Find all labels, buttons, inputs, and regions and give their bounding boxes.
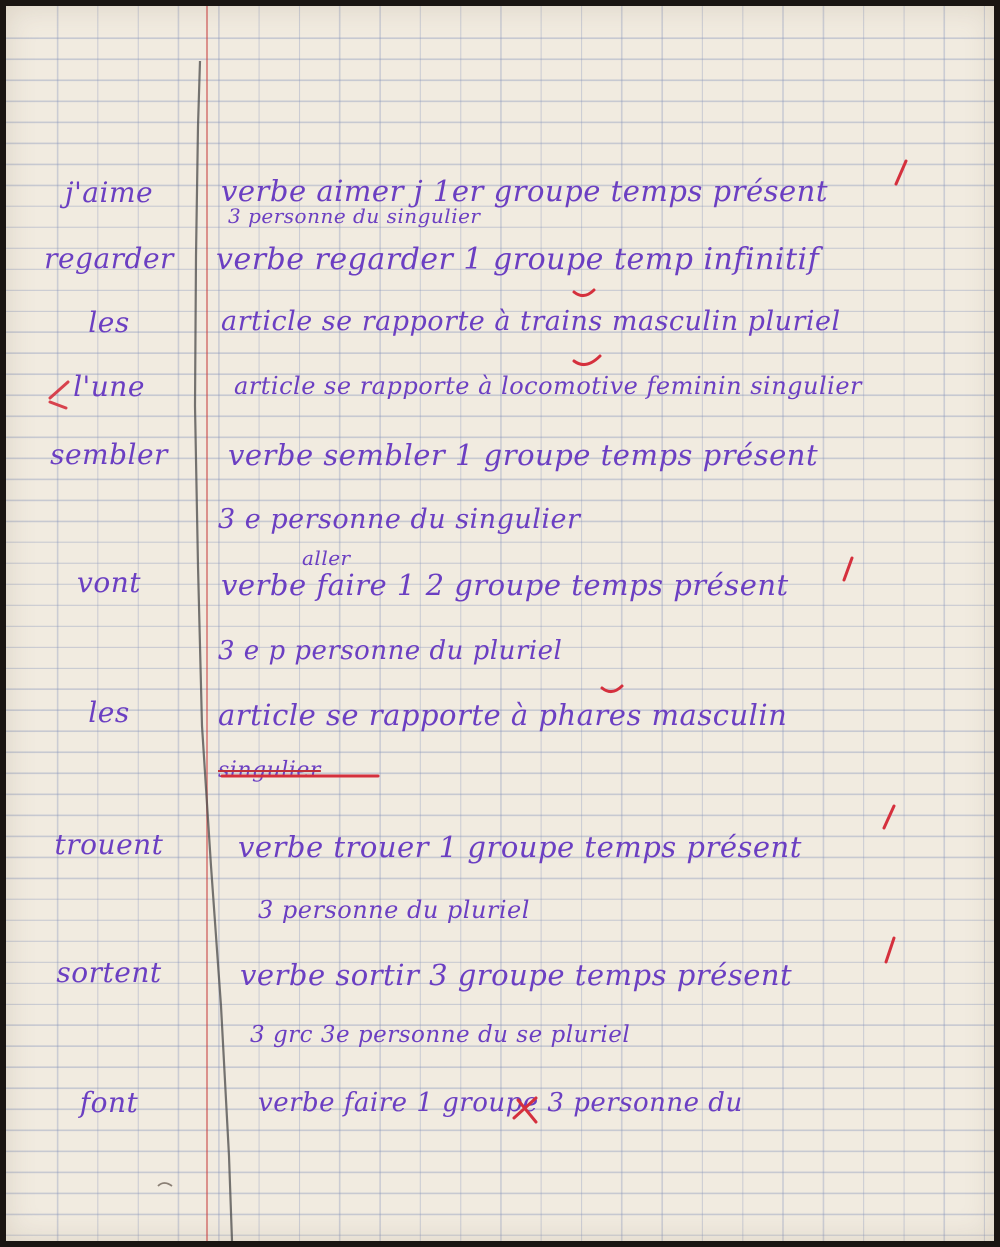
entry-word: j'aime (64, 176, 154, 209)
entry-word: sembler (50, 438, 168, 471)
entry-description: 3 grc 3e personne du se pluriel (250, 1022, 631, 1048)
entry-description: article se rapporte à phares masculin (218, 698, 788, 732)
entry-description: article se rapporte à trains masculin pluriel (221, 306, 841, 337)
entry-description: 3 e personne du singulier (218, 504, 581, 535)
entry-description: 3 personne du pluriel (258, 896, 530, 924)
entry-description: verbe regarder 1 groupe temp infinitif (216, 242, 820, 277)
entry-word: l'une (73, 370, 145, 403)
correction-above: aller (302, 546, 351, 570)
entry-word: les (88, 306, 130, 339)
entry-description: article se rapporte à locomotive feminin singulier (234, 372, 863, 400)
entry-description: verbe faire 1 2 groupe temps présent (221, 568, 789, 602)
entry-word: les (88, 696, 130, 729)
margin-line (206, 6, 208, 1241)
entry-description: verbe faire 1 groupe 3 personne du (258, 1088, 743, 1118)
notebook-page (6, 6, 994, 1241)
entry-description: verbe trouer 1 groupe temps présent (238, 830, 802, 864)
entry-word: vont (77, 566, 141, 599)
entry-word: font (79, 1086, 139, 1119)
entry-description: 3 personne du singulier (228, 204, 481, 228)
entry-description: verbe sembler 1 groupe temps présent (228, 438, 819, 472)
entry-description: 3 e p personne du pluriel (218, 636, 563, 666)
entry-word: sortent (56, 956, 162, 989)
entry-description: verbe aimer j 1er groupe temps présent (221, 174, 829, 208)
entry-word: trouent (54, 828, 164, 861)
entry-word: regarder (44, 242, 174, 275)
entry-description: singulier (218, 758, 321, 783)
entry-description: verbe sortir 3 groupe temps présent (240, 958, 793, 992)
